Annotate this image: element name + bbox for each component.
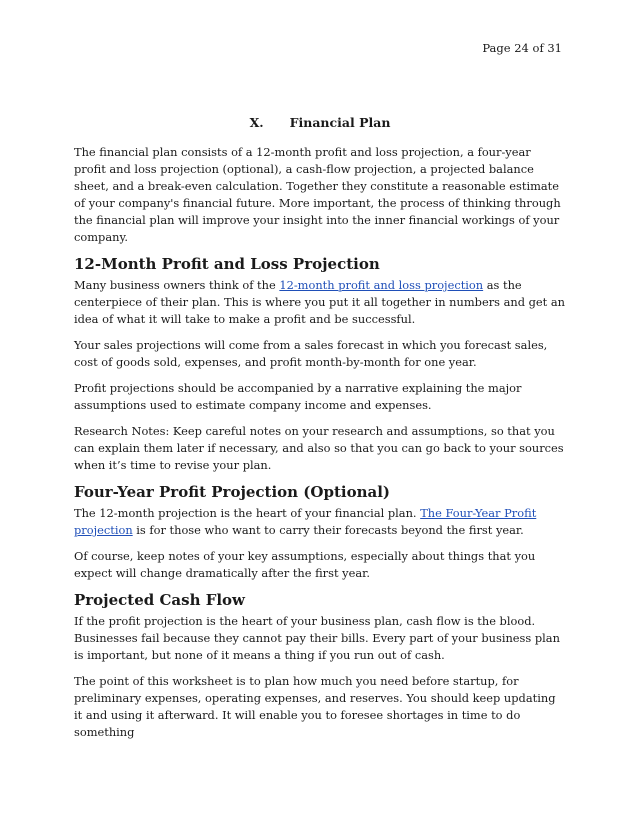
four-year-paragraph-2: Of course, keep notes of your key assumptions, especially about things that you expect will change dramatically after the first year. — [74, 549, 536, 580]
intro-paragraph: The financial plan consists of a 12-month profit and loss projection, a four-year profit and loss projection (optional), a cash-flow projection, a projected balance sheet, and a break-even calculation. Together they constitute a reasonable estimate of your company's financial future. More important, the process of thinking through the financial plan will improve your insight into the inner financial workings of your company. — [74, 145, 561, 244]
heading-12-month-pl: 12-Month Profit and Loss Projection — [74, 255, 380, 273]
link-12-month-pl-projection[interactable]: 12-month profit and loss projection — [279, 278, 484, 292]
pl-paragraph-2: Your sales projections will come from a sales forecast in which you forecast sales, cost of goods sold, expenses, and profit month-by-month for one year. — [74, 338, 548, 369]
link-four-year-profit-projection[interactable]: The Four-Year Profit projection — [74, 506, 537, 537]
cash-flow-paragraph-1: If the profit projection is the heart of your business plan, cash flow is the blood. Businesses fail because they cannot pay their bills. Every part of your business plan is important, but none of it means a thing if you run out of cash. — [74, 614, 560, 662]
pl-p1-text-after: as the centerpiece of their plan. This is where you put it all together in numbers and get an idea of what it will take to make a profit and be successful. — [74, 278, 565, 326]
section-title-text: Financial Plan — [289, 115, 391, 130]
cash-flow-paragraph-2: The point of this worksheet is to plan how much you need before startup, for preliminary expenses, operating expenses, and reserves. You should keep updating it and using it afterward. It will enable you to foresee shortages in time to do something — [74, 674, 556, 739]
pl-paragraph-3: Profit projections should be accompanied by a narrative explaining the major assumptions used to estimate company income and expenses. — [74, 381, 522, 412]
section-number: X. — [249, 115, 264, 130]
page-number: Page 24 of 31 — [482, 41, 562, 55]
heading-projected-cash-flow: Projected Cash Flow — [74, 591, 245, 609]
four-year-paragraph-1 — [74, 505, 566, 539]
pl-p1-text-before: Many business owners think of the — [74, 278, 280, 292]
page-content — [74, 115, 566, 750]
heading-four-year-projection: Four-Year Profit Projection (Optional) — [74, 483, 391, 501]
four-year-p1-text-before: The 12-month projection is the heart of your financial plan. — [74, 506, 421, 520]
pl-paragraph-1 — [74, 277, 566, 328]
pl-paragraph-4: Research Notes: Keep careful notes on your research and assumptions, so that you can explain them later if necessary, and also so that you can go back to your sources when it’s time to revise your plan. — [74, 424, 564, 472]
section-title — [74, 115, 566, 130]
four-year-p1-text-after: is for those who want to carry their forecasts beyond the first year. — [132, 523, 524, 537]
